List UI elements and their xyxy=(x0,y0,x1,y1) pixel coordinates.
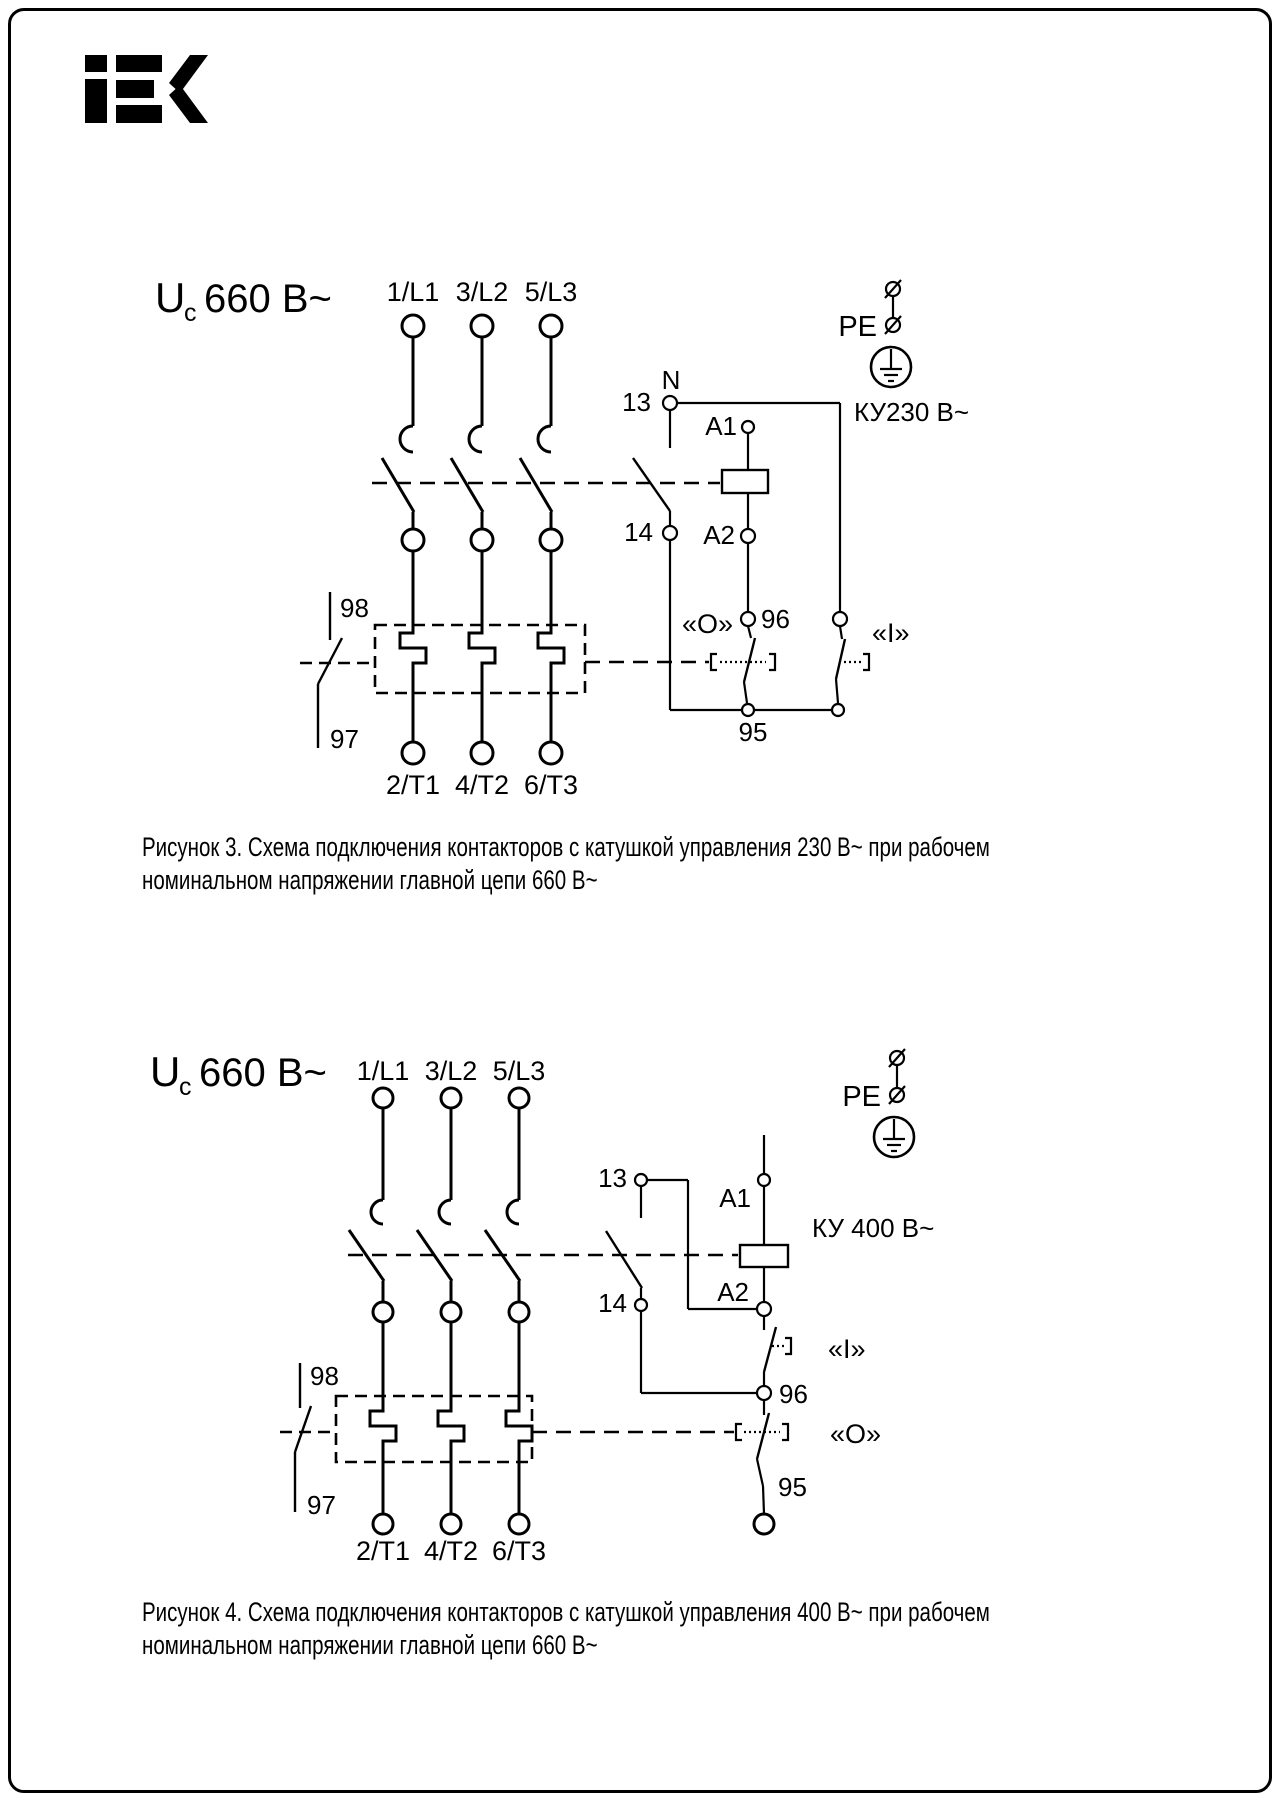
label-a1: A1 xyxy=(719,1183,751,1213)
coil-voltage-label: КУ230 В~ xyxy=(854,397,970,427)
fig3-control-terminals xyxy=(663,396,847,716)
label-13: 13 xyxy=(622,387,651,417)
terminal-label-3L2: 3/L2 xyxy=(455,277,509,307)
fig4-control-terminals xyxy=(635,1174,774,1534)
start-button-label: «I» xyxy=(828,1334,866,1364)
label-97: 97 xyxy=(330,724,359,754)
terminal-label-5L3: 5/L3 xyxy=(492,1056,546,1086)
fig3-system-voltage-label xyxy=(155,274,332,327)
uc-subscript: c xyxy=(184,299,197,327)
label-98: 98 xyxy=(340,593,369,623)
label-a2: A2 xyxy=(703,520,735,550)
fig3-pe-earth-symbol xyxy=(871,280,911,387)
label-96: 96 xyxy=(761,604,790,634)
figure4-diagram xyxy=(0,1040,1280,1600)
label-95: 95 xyxy=(738,717,768,747)
figure3-caption xyxy=(142,831,990,897)
label-98: 98 xyxy=(310,1361,339,1391)
start-button-label: «I» xyxy=(872,618,910,648)
label-97: 97 xyxy=(307,1490,336,1520)
uc-value: 660 В~ xyxy=(199,1051,327,1095)
label-13: 13 xyxy=(598,1163,627,1193)
uc-value: 660 В~ xyxy=(204,277,332,321)
label-a1: A1 xyxy=(705,411,737,441)
iek-logo xyxy=(85,55,210,123)
stop-button-label: «О» xyxy=(830,1419,882,1449)
fig4-control-circuit xyxy=(606,1135,791,1514)
uc-symbol: U xyxy=(150,1048,181,1095)
figure4-caption-line2: номинальном напряжении главной цепи 660 В~ xyxy=(142,1630,598,1660)
uc-subscript: c xyxy=(179,1073,192,1101)
label-14: 14 xyxy=(598,1288,627,1318)
coil-voltage-label: КУ 400 В~ xyxy=(812,1213,935,1243)
stop-button-label: «О» xyxy=(681,609,733,639)
terminal-label-6T3: 6/T3 xyxy=(491,1536,547,1566)
iek-logo-glyphs xyxy=(85,55,208,123)
fig3-control-circuit xyxy=(633,403,869,710)
label-a2: A2 xyxy=(717,1277,749,1307)
figure3-diagram xyxy=(0,220,1280,820)
figure3-caption-line1: Рисунок 3. Схема подключения контакторов с катушкой управления 230 В~ при рабочем xyxy=(142,832,990,862)
pe-label: PE xyxy=(842,1081,881,1113)
figure3-caption-line2: номинальном напряжении главной цепи 660 В~ xyxy=(142,865,598,895)
terminal-label-2T1: 2/T1 xyxy=(355,1536,411,1566)
uc-symbol: U xyxy=(155,274,186,321)
label-96: 96 xyxy=(779,1379,808,1409)
label-14: 14 xyxy=(624,517,653,547)
figure4-caption xyxy=(142,1596,990,1662)
fig4-system-voltage-label xyxy=(150,1048,327,1101)
terminal-label-5L3: 5/L3 xyxy=(524,277,578,307)
terminal-label-4T2: 4/T2 xyxy=(454,770,510,800)
terminal-label-1L1: 1/L1 xyxy=(386,277,440,307)
terminal-label-1L1: 1/L1 xyxy=(356,1056,410,1086)
terminal-label-2T1: 2/T1 xyxy=(385,770,441,800)
terminal-label-4T2: 4/T2 xyxy=(423,1536,479,1566)
fig3-linkage-and-relay-box xyxy=(300,483,720,693)
fig4-linkage-and-relay-box xyxy=(280,1255,738,1462)
terminal-label-6T3: 6/T3 xyxy=(523,770,579,800)
terminal-label-3L2: 3/L2 xyxy=(424,1056,478,1086)
label-95: 95 xyxy=(778,1472,807,1502)
figure4-caption-line1: Рисунок 4. Схема подключения контакторов с катушкой управления 400 В~ при рабочем xyxy=(142,1597,990,1627)
label-neutral: N xyxy=(661,365,681,395)
pe-label: PE xyxy=(838,311,877,343)
